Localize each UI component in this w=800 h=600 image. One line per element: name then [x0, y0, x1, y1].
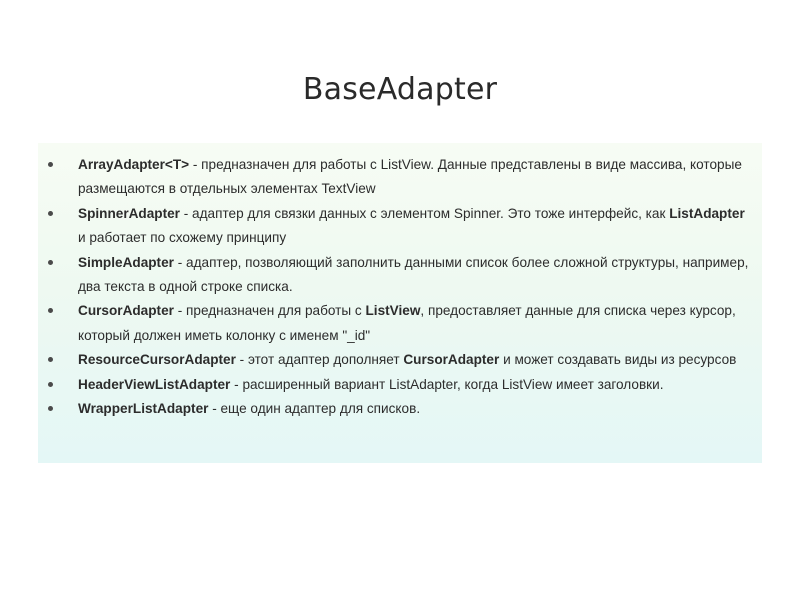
item-description: - предназначен для работы с — [173, 303, 366, 319]
item-term: SpinnerAdapter — [78, 205, 180, 221]
item-description: - расширенный вариант ListAdapter, когда ListView имеет заголовки. — [230, 376, 664, 392]
list-item-header-view-list-adapter — [38, 373, 762, 397]
item-term: HeaderViewListAdapter — [78, 376, 231, 392]
list-item-wrapper-list-adapter — [38, 397, 762, 421]
bullet-icon — [48, 357, 53, 362]
item-term-secondary: CursorAdapter — [403, 352, 500, 368]
content-panel — [38, 143, 762, 463]
item-description: - адаптер, позволяющий заполнить данными список более сложной структуры, например, два текста в одной строке списка. — [78, 254, 749, 295]
bullet-icon — [48, 260, 53, 265]
bullet-icon — [48, 211, 53, 216]
slide-title: BaseAdapter — [302, 72, 498, 107]
bullet-icon — [48, 162, 53, 167]
item-description: - предназначен для работы с ListView. Данные представлены в виде массива, которые размещаются в отдельных элементах TextView — [78, 157, 742, 197]
bullet-icon — [48, 308, 53, 313]
item-description-secondary: , предоставляет данные для списка через курсор, который должен иметь колонку с именем "_id" — [78, 303, 736, 343]
item-term: WrapperListAdapter — [78, 401, 209, 417]
bullet-icon — [48, 406, 53, 411]
item-description-secondary: и работает по схожему принципу — [78, 230, 287, 246]
item-term-secondary: ListAdapter — [669, 205, 745, 221]
list-item-resource-cursor-adapter — [38, 348, 762, 372]
item-term-secondary: ListView — [365, 303, 421, 319]
list-item-spinner-adapter — [38, 202, 762, 251]
item-term: SimpleAdapter — [78, 254, 174, 270]
list-item-array-adapter — [38, 153, 762, 202]
adapter-list — [38, 143, 762, 421]
item-term: CursorAdapter — [78, 303, 174, 319]
item-description: - адаптер для связки данных с элементом Spinner. Это тоже интерфейс, как — [179, 205, 670, 221]
item-term: ResourceCursorAdapter — [78, 352, 236, 368]
list-item-simple-adapter — [38, 251, 762, 300]
item-description-secondary: и может создавать виды из ресурсов — [499, 352, 737, 368]
item-description: - еще один адаптер для списков. — [208, 401, 421, 417]
item-description: - этот адаптер дополняет — [235, 352, 404, 368]
item-term: ArrayAdapter<T> — [78, 157, 190, 172]
list-item-cursor-adapter — [38, 299, 762, 348]
bullet-icon — [48, 382, 53, 387]
